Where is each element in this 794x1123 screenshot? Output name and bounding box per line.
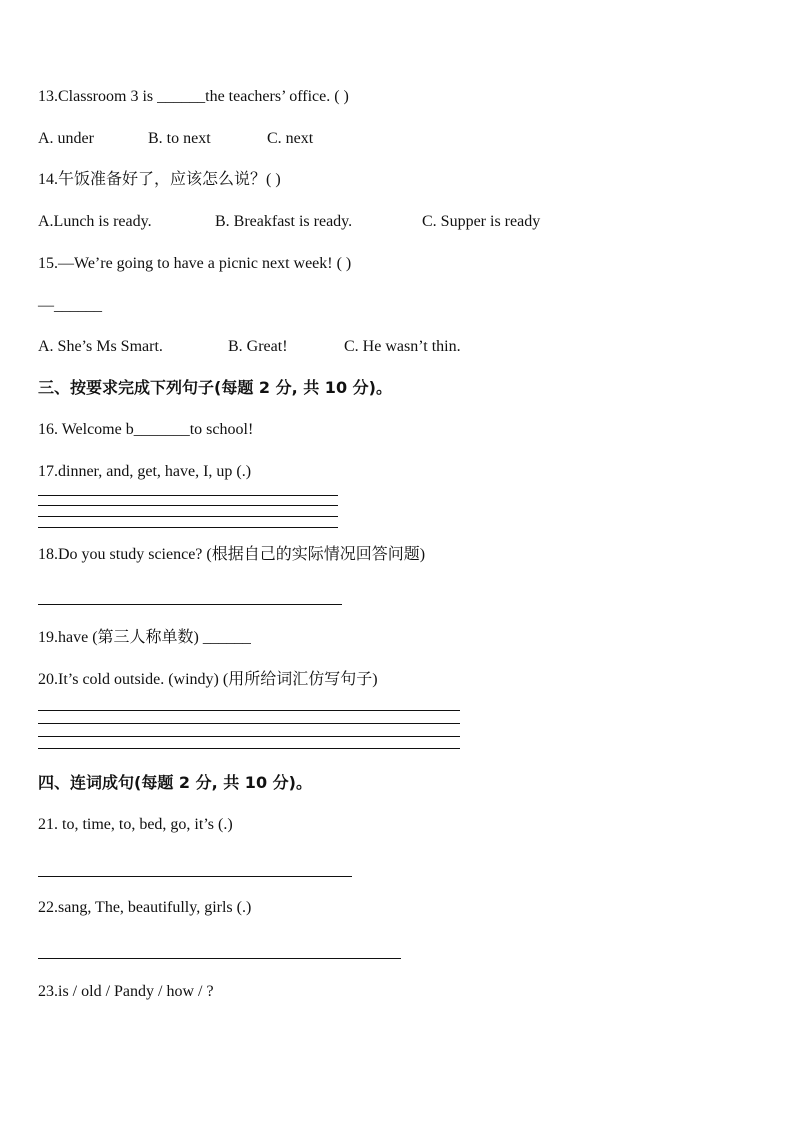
answer-line — [38, 495, 338, 496]
option-b: B. to next — [148, 130, 211, 147]
answer-line — [38, 604, 342, 605]
answer-line — [38, 736, 460, 737]
question-15-stem: 15.—We’re going to have a picnic next week! ( ) — [38, 255, 352, 272]
question-16-stem: 16. Welcome b_______to school! — [38, 421, 254, 438]
option-a: A.Lunch is ready. — [38, 213, 152, 230]
answer-line — [38, 505, 338, 506]
question-14-options — [38, 212, 540, 232]
question-13-stem: 13.Classroom 3 is ______the teachers’ office. ( ) — [38, 88, 349, 105]
option-b: B. Great! — [228, 338, 288, 355]
answer-line — [38, 527, 338, 528]
option-a: A. under — [38, 130, 94, 147]
question-14-stem: 14.午饭准备好了，应该怎么说？( ) — [38, 171, 281, 188]
answer-line — [38, 710, 460, 711]
question-15-reply-blank: —______ — [38, 297, 102, 314]
answer-line — [38, 958, 401, 959]
option-c: C. Supper is ready — [422, 213, 541, 230]
section-3-heading: 三、按要求完成下列句子(每题 2 分, 共 10 分)。 — [38, 378, 392, 397]
option-a: A. She’s Ms Smart. — [38, 338, 163, 355]
option-b: B. Breakfast is ready. — [215, 213, 353, 230]
question-20-stem: 20.It’s cold outside. (windy) (用所给词汇仿写句子) — [38, 671, 378, 688]
answer-line — [38, 516, 338, 517]
question-17-stem: 17.dinner, and, get, have, I, up (.) — [38, 463, 252, 480]
question-22-stem: 22.sang, The, beautifully, girls (.) — [38, 899, 252, 916]
answer-line — [38, 876, 352, 877]
answer-line — [38, 748, 460, 749]
question-19-stem: 19.have (第三人称单数) ______ — [38, 629, 251, 646]
question-13-options — [38, 129, 313, 149]
section-4-heading: 四、连词成句(每题 2 分, 共 10 分)。 — [38, 773, 312, 792]
question-18-stem: 18.Do you study science? (根据自己的实际情况回答问题) — [38, 546, 426, 563]
question-21-stem: 21. to, time, to, bed, go, it’s (.) — [38, 816, 233, 833]
question-15-options — [38, 337, 461, 357]
option-c: C. He wasn’t thin. — [344, 338, 461, 355]
option-c: C. next — [267, 130, 314, 147]
question-23-stem: 23.is / old / Pandy / how / ? — [38, 983, 214, 1000]
answer-line — [38, 723, 460, 724]
